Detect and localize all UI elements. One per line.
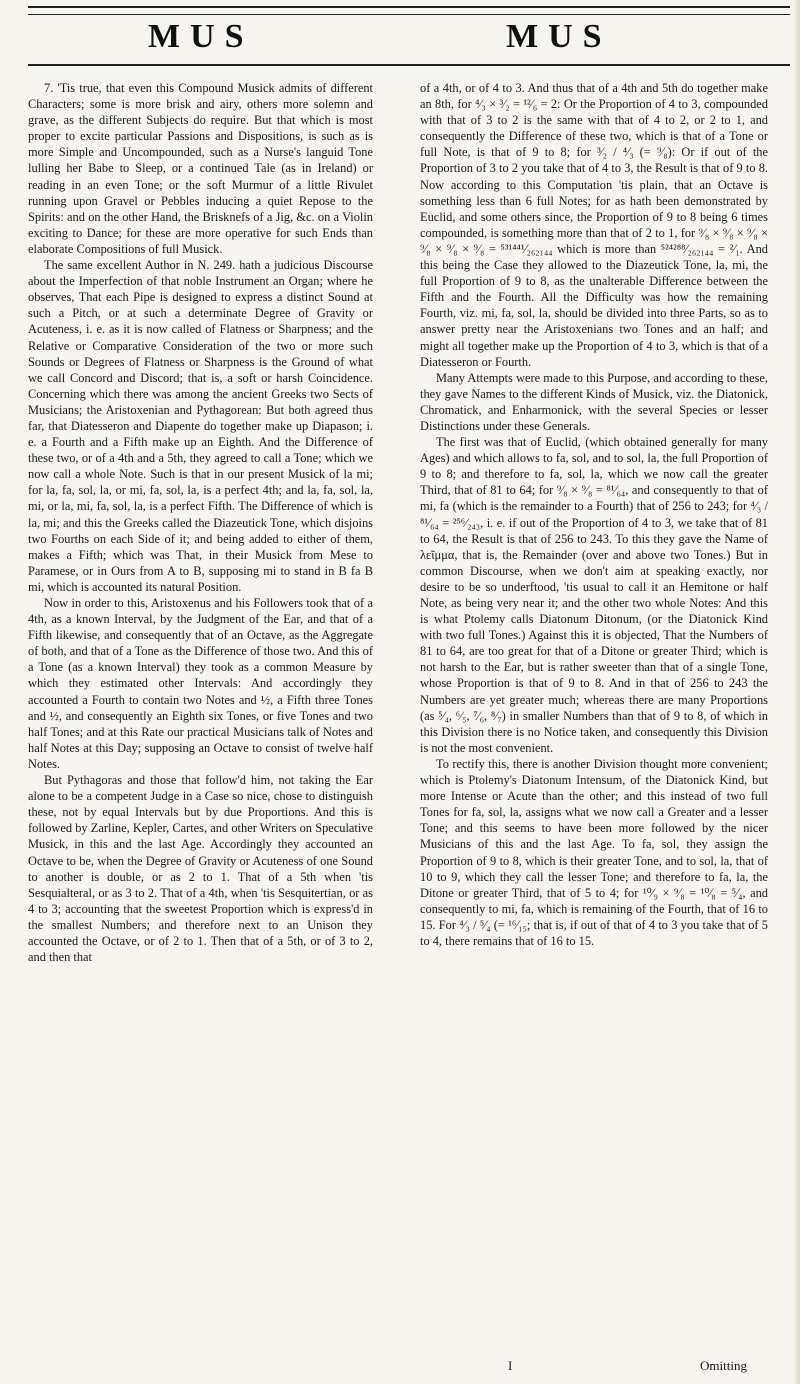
top-rule	[28, 6, 790, 15]
head-rule	[28, 64, 790, 66]
running-head-right: MUS	[506, 18, 612, 55]
paragraph: The first was that of Euclid, (which obtained generally for many Ages) and which allows to fa, sol, and to sol, la, the full Proportion of 9 to 8; and therefore to fa, sol, la, which we now call the greater Third, that of 81 to 64; for ⁹⁄₈ × ⁹⁄₈ = ⁸¹⁄₆₄, and consequently to that of mi, fa (which is the remainder to a Fourth) that of 256 to 243; for ⁴⁄₃ / ⁸¹⁄₆₄ = ²⁵⁶⁄₂₄₃, i. e. if out of the Proportion of 4 to 3, we take that of 81 to 64, the Result is that of 256 to 243. To this they gave the Name of λεῖμμα, that is, the Remainder (over and above two Tones.) But in common Discourse, when we don't aim at speaking exactly, nor desire to be so underftood, 'tis usual to call it an Hemitone or half Note, as being very near it; and the other two whole Notes: And this is what Ptolemy calls Diatonum Ditonum, (or the Diatonick Kind with two full Tones.) Against this it is objected, That the Numbers of 81 to 64, are too great for that of a Ditone or greater Third; which is not harsh to the Ear, but is rather sweeter than that of a single Tone, whose Proportion is that of 9 to 8. And in that of 256 to 243 the Numbers are yet greater much; whereas there are many Proportions (as ⁵⁄₄, ⁶⁄₅, ⁷⁄₆, ⁸⁄₇) in smaller Numbers than that of 9 to 8, of which in this Division there is no Notice taken, and consequently this Division is not the most convenient.	[420, 435, 768, 755]
left-column	[28, 80, 373, 965]
paragraph: The same excellent Author in N. 249. hath a judicious Discourse about the Imperfection of that noble Instrument an Organ; where he observes, That each Pipe is designed to express a distinct Sound at such a Pitch, or at such a determinate Degree of Gravity or Acuteness, i. e. as it is now called of Flatness or Sharpness; and the Relative or Comparative Consideration of the two or more such Sounds or Degrees of Flatness or Sharpness is the Ground of what we call Concord and Discord; that is, a soft or harsh Coincidence. Concerning which there was among the ancient Greeks two Sects of Musicians; the Aristoxenian and Pythagorean: But both agreed thus far, that Diatesseron and Diapente do together make up Diapason; i. e. a Fourth and a Fifth make up an Eighth. And the Difference of these two, or of a 4th and a 5th, they agreed to call a Tone; which we now call a whole Note. Such is that in our present Musick of la mi; for la, fa, sol, la, or mi, fa, sol, la, is a perfect 4th; and la, fa, sol, la, mi, or la, mi, fa, sol, la, is a perfect Fifth. The Difference of which is la, mi; and this the Greeks called the Diazeutick Tone, which disjoins two Fourths on each Side of it; and being added to either of them, makes a Fifth; which was That, in their Musick from Mese to Paramese, or in Ours from A to B, supposing mi to stand in B fa B mi, which is accounted its natural Position.	[28, 258, 373, 594]
paragraph: 7. 'Tis true, that even this Compound Musick admits of different Characters; some is more brisk and airy, others more solemn and grave, as the different Subjects do require. But that which is most proper to excite particular Passions and Dispositions, is such as is more Simple and Uncompounded, such as a Nurse's languid Tone lulling her Babe to Sleep, or a continued Tale (as in Ireland) or reading in an even Tone; or the soft Murmur of a little Rivulet running upon Gravel or Pebbles inducing a quiet Repose to the Spirits: and on the other Hand, the Brisknefs of a Jig, &c. on a Violin exciting to Dance; for these are more operative for such Ends than elaborate Compositions of full Musick.	[28, 81, 373, 256]
page-edge-shadow	[792, 0, 800, 1384]
catchword: Omitting	[700, 1358, 747, 1373]
paragraph: To rectify this, there is another Division thought more convenient; which is Ptolemy's Diatonum Intensum, of the Diatonick Kind, but more Intense or Acute than the other; and this instead of two full Tones for fa, sol, la, assigns what we now call a Greater and a lesser Tone; and this seems to have been more followed by the nicer Musicians of this and the last Age. To fa, sol, they assign the Proportion of 9 to 8, which is their greater Tone, and to sol, la, that of 10 to 9, which they call the lesser Tone; and therefore to fa, la, the Ditone or greater Third, that of 5 to 4; for ¹⁰⁄₉ × ⁹⁄₈ = ¹⁰⁄₈ = ⁵⁄₄, and consequently to mi, fa, which is remaining of the Fourth, that of 16 to 15. For ⁴⁄₃ / ⁵⁄₄ (= ¹⁶⁄₁₅; that is, if out of that of 4 to 3 you take that of 5 to 4, there remains that of 16 to 15.	[420, 756, 768, 948]
paragraph: But Pythagoras and those that follow'd him, not taking the Ear alone to be a competent Judge in a Case so nice, chose to distinguish these, not by equal Intervals but by due Proportions. And this is followed by Zarline, Kepler, Cartes, and other Writers on Speculative Musick, in this and the last Age. Accordingly they accounted an Octave to be, when the Degree of Gravity or Acuteness of one Sound to another is double, or as 2 to 1. That of a 5th when 'tis Sesquialteral, or as 3 to 2. That of a 4th, when 'tis Sesquitertian, or as 4 to 3; accounting that the sweetest Proportion which is express'd in the smallest Numbers; and therefore next to an Unison they accounted the Octave, or of 2 to 1. Then that of a 5th, or of 3 to 2, and then that	[28, 773, 373, 965]
paragraph: of a 4th, or of 4 to 3. And thus that of a 4th and 5th do together make an 8th, for ⁴⁄₃ × ³⁄₂ = ¹²⁄₆ = 2: Or the Proportion of 4 to 3, compounded with that of 3 to 2 is the same with that of 4 to 2, or 2 to 1, and consequently the Difference of these two, which is that of a Tone or full Note, is that of 9 to 8; for ³⁄₂ / ⁴⁄₃ (= ⁹⁄₈): Or if out of the Proportion of 3 to 2 you take that of 4 to 3, the Result is that of 9 to 8. Now according to this Computation 'tis plain, that an Octave is something less than 6 full Notes; for as hath been demonstrated by Euclid, and some others since, the Proportion of 9 to 8 being 6 times compounded, is something more than that of 2 to 1, for ⁹⁄₈ × ⁹⁄₈ × ⁹⁄₈ × ⁹⁄₈ × ⁹⁄₈ × ⁹⁄₈ = ⁵³¹⁴⁴¹⁄₂₆₂₁₄₄ which is more than ⁵²⁴²⁸⁸⁄₂₆₂₁₄₄ = ²⁄₁. And this being the Case they allowed to the Diazeutick Tone, la, mi, the full Proportion of 9 to 8, as the unalterable Difference between the Fifth and the Fourth. All the Difficulty was how the remaining Fourth, viz. mi, fa, sol, la, should be divided into three Parts, so as to answer pretty near the Aristoxenians two Tones and an half; and might all together make up the Proportion of 4 to 3, which is that of a Diatesseron or Fourth.	[420, 81, 768, 369]
running-head-left: MUS	[148, 18, 254, 55]
paragraph: Now in order to this, Aristoxenus and his Followers took that of a 4th, as a known Interval, by the Judgment of the Ear, and that of a Fifth likewise, and consequently that of an Octave, as the Aggregate of both, and that of a Tone as the Difference of those two. And this of a Tone (as a known Interval) they took as a common Measure by which they estimated other Intervals: And accordingly they accounted a Fourth to contain two Notes and ½, a Fifth three Tones and ½, and consequently an Eighth six Tones, or five Tones and two half Tones; and at this Rate our practical Musicians talk of Notes and half Notes at this Day; supposing an Octave to consist of twelve half Notes.	[28, 596, 373, 771]
right-column	[420, 80, 768, 949]
signature-mark: I	[508, 1358, 513, 1373]
paragraph: Many Attempts were made to this Purpose, and according to these, they gave Names to the different Kinds of Musick, viz. the Diatonick, Chromatick, and Enharmonick, with the several Species or lesser Distinctions under these Generals.	[420, 370, 768, 433]
